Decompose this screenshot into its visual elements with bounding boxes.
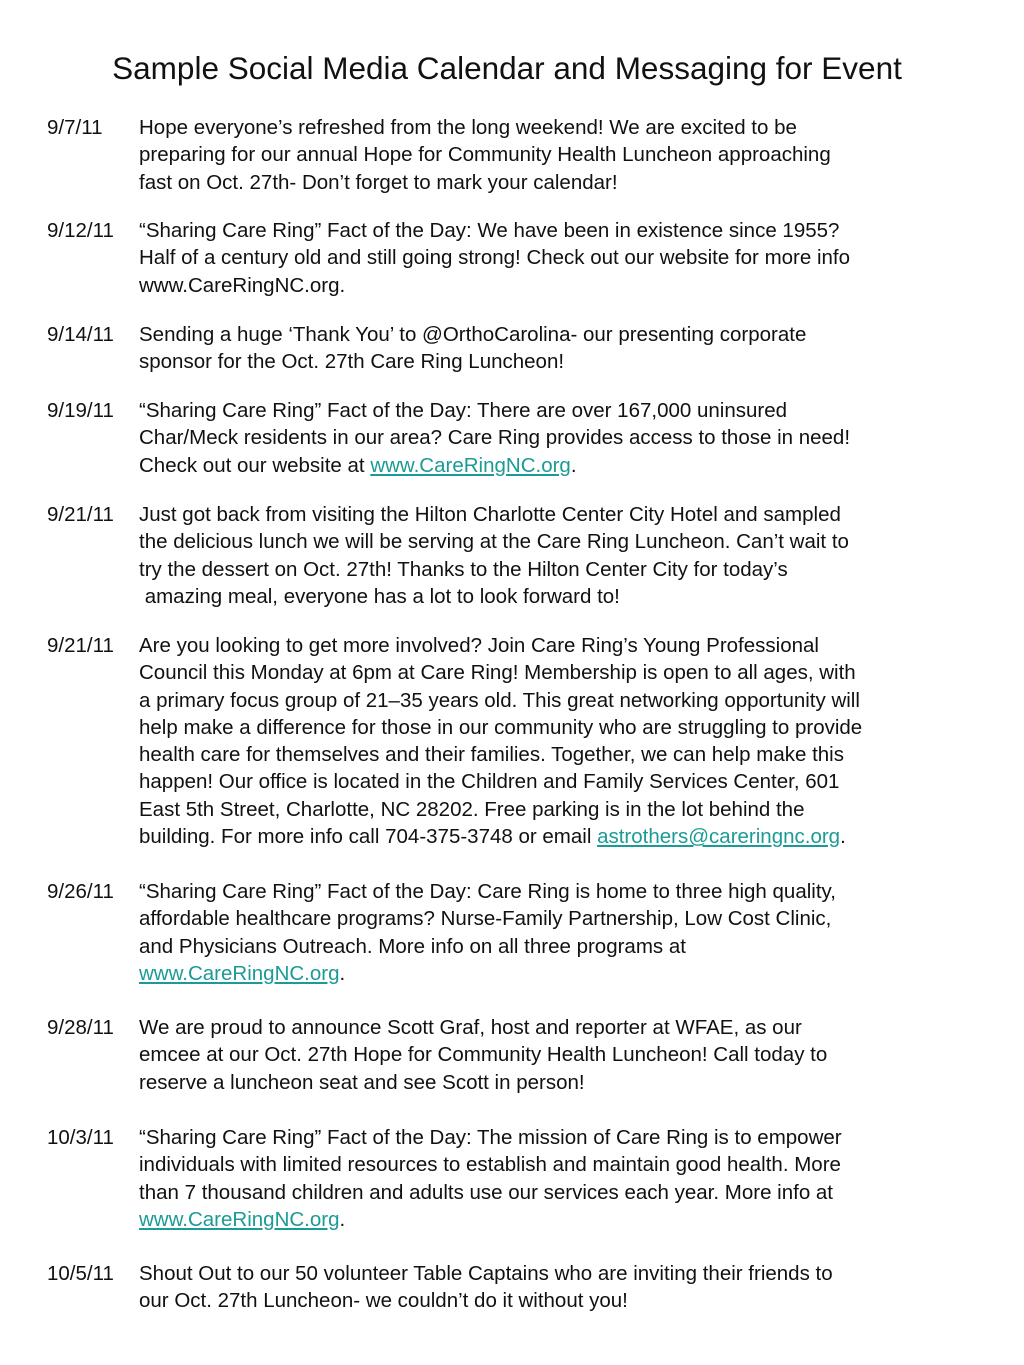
entry-message: [139, 114, 954, 196]
line-text: .: [339, 1207, 346, 1231]
message-line: Hope everyone’s refreshed from the long weekend! We are excited to be: [139, 116, 797, 139]
message-line: [139, 823, 954, 850]
message-line: individuals with limited resources to establish and maintain good health. More: [139, 1153, 841, 1177]
message-line: Half of a century old and still going strong! Check out our website for more info: [139, 246, 851, 270]
message-line: amazing meal, everyone has a lot to look forward to!: [139, 584, 620, 608]
entry-date: 9/19/11: [47, 399, 114, 422]
entry-message: [139, 501, 954, 610]
entry-date: 9/28/11: [47, 1016, 114, 1039]
website-link[interactable]: www.CareRingNC.org: [370, 453, 571, 477]
entry-message: [139, 632, 954, 850]
entry-message: [139, 1260, 954, 1315]
message-line: “Sharing Care Ring” Fact of the Day: Care Ring is home to three high quality,: [139, 880, 836, 903]
entry-date: 9/7/11: [47, 116, 103, 139]
entry-date: 10/5/11: [47, 1262, 114, 1285]
entry-message: [139, 397, 954, 479]
message-line: Char/Meck residents in our area? Care Ring provides access to those in need!: [139, 426, 851, 450]
entry-message: [139, 1014, 954, 1096]
message-line: Just got back from visiting the Hilton Charlotte Center City Hotel and sampled: [139, 503, 841, 526]
line-text: .: [570, 453, 577, 477]
message-line: [139, 960, 954, 987]
entry-date: 9/21/11: [47, 634, 114, 657]
message-line: Are you looking to get more involved? Join Care Ring’s Young Professional: [139, 634, 819, 657]
message-line: than 7 thousand children and adults use our services each year. More info at: [139, 1180, 834, 1204]
entry-message: [139, 217, 954, 299]
message-line: East 5th Street, Charlotte, NC 28202. Free parking is in the lot behind the: [139, 797, 805, 821]
message-line: [139, 1206, 954, 1233]
message-line: preparing for our annual Hope for Community Health Luncheon approaching: [139, 143, 831, 167]
message-line: health care for themselves and their families. Together, we can help make this: [139, 743, 844, 767]
email-link[interactable]: astrothers@careringnc.org: [597, 825, 841, 849]
message-line: Sending a huge ‘Thank You’ to @OrthoCarolina- our presenting corporate: [139, 323, 807, 346]
entry-message: [139, 878, 954, 987]
message-line: the delicious lunch we will be serving at the Care Ring Luncheon. Can’t wait to: [139, 530, 849, 554]
message-line: a primary focus group of 21–35 years old. This great networking opportunity will: [139, 688, 860, 712]
message-line: [139, 452, 954, 479]
line-text: .: [840, 825, 846, 849]
message-line: Shout Out to our 50 volunteer Table Captains who are inviting their friends to: [139, 1262, 833, 1285]
entry-date: 9/14/11: [47, 323, 114, 346]
message-line: reserve a luncheon seat and see Scott in person!: [139, 1070, 585, 1094]
website-link[interactable]: www.CareRingNC.org: [139, 961, 340, 985]
message-line: and Physicians Outreach. More info on all three programs at: [139, 934, 686, 958]
entry-message: [139, 321, 954, 376]
line-text: Check out our website at: [139, 453, 371, 477]
message-line: try the dessert on Oct. 27th! Thanks to the Hilton Center City for today’s: [139, 557, 788, 581]
message-line: “Sharing Care Ring” Fact of the Day: We have been in existence since 1955?: [139, 219, 840, 242]
message-line: We are proud to announce Scott Graf, host and reporter at WFAE, as our: [139, 1016, 802, 1039]
message-line: www.CareRingNC.org.: [139, 273, 346, 297]
line-text: .: [339, 961, 346, 985]
message-line: happen! Our office is located in the Children and Family Services Center, 601: [139, 770, 840, 794]
entry-date: 9/12/11: [47, 219, 114, 242]
entry-date: 9/26/11: [47, 880, 114, 903]
page-title: Sample Social Media Calendar and Messaging for Event: [112, 50, 902, 86]
line-text: building. For more info call 704-375-3748 or email: [139, 825, 598, 849]
message-line: our Oct. 27th Luncheon- we couldn’t do it without you!: [139, 1289, 628, 1313]
website-link[interactable]: www.CareRingNC.org: [139, 1207, 340, 1231]
entry-date: 10/3/11: [47, 1126, 114, 1149]
message-line: Council this Monday at 6pm at Care Ring! Membership is open to all ages, with: [139, 661, 856, 685]
message-line: affordable healthcare programs? Nurse-Family Partnership, Low Cost Clinic,: [139, 907, 832, 931]
message-line: sponsor for the Oct. 27th Care Ring Luncheon!: [139, 350, 565, 374]
message-line: “Sharing Care Ring” Fact of the Day: The mission of Care Ring is to empower: [139, 1126, 842, 1149]
message-line: help make a difference for those in our community who are struggling to provide: [139, 715, 863, 739]
entry-message: [139, 1124, 954, 1233]
message-line: “Sharing Care Ring” Fact of the Day: There are over 167,000 uninsured: [139, 399, 788, 422]
message-line: fast on Oct. 27th- Don’t forget to mark your calendar!: [139, 170, 618, 194]
message-line: emcee at our Oct. 27th Hope for Community Health Luncheon! Call today to: [139, 1043, 828, 1067]
entry-date: 9/21/11: [47, 503, 114, 526]
